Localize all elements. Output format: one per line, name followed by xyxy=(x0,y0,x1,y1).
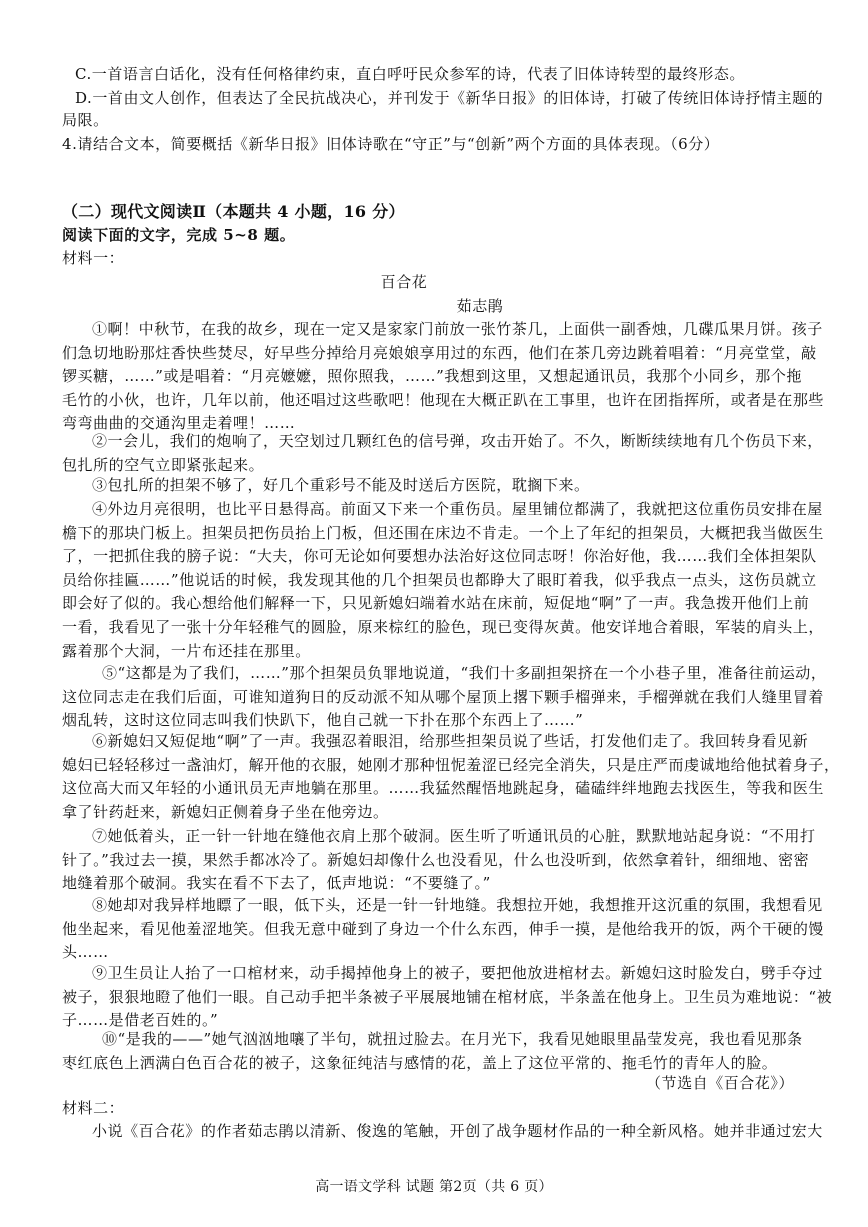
option-d-line2: 局限。 xyxy=(62,111,109,129)
paragraph-line: ③包扎所的担架不够了，好几个重彩号不能及时送后方医院，耽搁下来。 xyxy=(92,476,590,494)
material-2-label: 材料二： xyxy=(62,1099,125,1117)
paragraph-line: ①啊！中秋节，在我的故乡，现在一定又是家家门前放一张竹茶几，上面供一副香烛，几碟瓜果月饼。孩子 xyxy=(92,320,823,338)
source-note: （节选自《百合花》） xyxy=(646,1074,795,1092)
paragraph-line: 们急切地盼那炷香快些焚尽，好早些分掉给月亮娘娘享用过的东西，他们在茶几旁边跳着唱着：“月亮堂堂，敲 xyxy=(62,344,817,362)
paragraph-line: 锣买糖，……”或是唱着：“月亮嬷嬷，照你照我，……”我想到这里，又想起通讯员，我那个小同乡，那个拖 xyxy=(62,367,802,385)
section-title: （二）现代文阅读Ⅱ（本题共 4 小题，16 分） xyxy=(62,202,405,221)
paragraph-line: 露着那个大洞，一片布还挂在那里。 xyxy=(62,642,311,660)
paragraph-line: 被子，狠狠地瞪了他们一眼。自己动手把半条被子平展展地铺在棺材底，半条盖在他身上。卫生员为难地说：“被 xyxy=(62,988,833,1006)
paragraph-line: ④外边月亮很明，也比平日悬得高。前面又下来一个重伤员。屋里铺位都满了，我就把这位重伤员安排在屋 xyxy=(92,500,823,518)
story-author: 茹志鹃 xyxy=(456,297,504,315)
story-title: 百合花 xyxy=(380,273,428,291)
paragraph-line: 这位同志走在我们后面，可谁知道狗日的反动派不知从哪个屋顶上撂下颗手榴弹来，手榴弹就在我们人缝里冒着 xyxy=(62,688,824,706)
paragraph-line: 包扎所的空气立即紧张起来。 xyxy=(62,456,265,474)
paragraph-line: ⑨卫生员让人抬了一口棺材来，动手揭掉他身上的被子，要把他放进棺材去。新媳妇这时脸发白，劈手夺过 xyxy=(92,964,823,982)
paragraph-line: 弯弯曲曲的交通沟里走着哩！…… xyxy=(62,414,296,432)
question-4: 4.请结合文本，简要概括《新华日报》旧体诗歌在“守正”与“创新”两个方面的具体表现。（6分） xyxy=(62,135,720,153)
paragraph-line: 子……是借老百姓的。” xyxy=(62,1011,219,1029)
reading-instruction: 阅读下面的文字，完成 5~8 题。 xyxy=(62,226,296,244)
paragraph-line: 了，一把抓住我的膀子说：“大夫，你可无论如何要想办法治好这位同志呀！你治好他，我……我们全体担架队 xyxy=(62,547,817,565)
material-2-line: 小说《百合花》的作者茹志鹃以清新、俊逸的笔触，开创了战争题材作品的一种全新风格。她并非通过宏大 xyxy=(92,1122,823,1140)
paragraph-line: ⑩“是我的——”她气汹汹地嚷了半句，就扭过脸去。在月光下，我看见她眼里晶莹发亮，我也看见那条 xyxy=(102,1030,803,1048)
option-c: C.一首语言白话化，没有任何格律约束，直白呼吁民众参军的诗，代表了旧体诗转型的最终形态。 xyxy=(75,65,745,83)
paragraph-line: ⑧她却对我异样地瞟了一眼，低下头，还是一针一针地缝。我想拉开她，我想推开这沉重的氛围，我想看见 xyxy=(92,896,823,914)
paragraph-line: 拿了针药赶来，新媳妇正侧着身子坐在他旁边。 xyxy=(62,803,389,821)
paragraph-line: 即会好了似的。我心想给他们解释一下，只见新媳妇端着水站在床前，短促地“啊”了一声。我急拨开他们上前 xyxy=(62,594,810,612)
paragraph-line: 毛竹的小伙，也许，几年以前，他还唱过这些歌吧！他现在大概正趴在工事里，也许在团指挥所，或者是在那些 xyxy=(62,391,824,409)
paragraph-line: 这位高大而又年轻的小通讯员无声地躺在那里。……我猛然醒悟地跳起身，磕磕绊绊地跑去找医生，等我和医生 xyxy=(62,779,824,797)
paragraph-line: 檐下的那块门板上。担架员把伤员抬上门板，但还围在床边不肯走。一个上了年纪的担架员，大概把我当做医生 xyxy=(62,524,824,542)
paragraph-line: 一看，我看见了一张十分年轻稚气的圆脸，原来棕红的脸色，现已变得灰黄。他安详地合着眼，军装的肩头上， xyxy=(62,618,824,636)
paragraph-line: 地缝着那个破洞。我实在看不下去了，低声地说：“不要缝了。” xyxy=(62,874,491,892)
paragraph-line: ⑥新媳妇又短促地“啊”了一声。我强忍着眼泪，给那些担架员说了些话，打发他们走了。我回转身看见新 xyxy=(92,732,809,750)
paragraph-line: 他坐起来，看见他羞涩地笑。但我无意中碰到了身边一个什么东西，伸手一摸，是他给我开的饭，两个干硬的馒 xyxy=(62,920,824,938)
paragraph-line: 头…… xyxy=(62,943,109,961)
page-footer: 高一语文学科 试题 第2页（共 6 页） xyxy=(315,1179,553,1195)
paragraph-line: 员给你挂匾……”他说话的时候，我发现其他的几个担架员也都睁大了眼盯着我，似乎我点一点头，这伤员就立 xyxy=(62,571,817,589)
paragraph-line: 枣红底色上洒满白色百合花的被子，这象征纯洁与感情的花，盖上了这位平常的、拖毛竹的青年人的脸。 xyxy=(62,1054,778,1072)
option-d-line1: D.一首由文人创作，但表达了全民抗战决心，并刊发于《新华日报》的旧体诗，打破了传统旧体诗抒情主题的 xyxy=(75,89,824,107)
paragraph-line: 针了。”我过去一摸，果然手都冰冷了。新媳妇却像什么也没看见，什么也没听到，依然拿着针，细细地、密密 xyxy=(62,851,810,869)
material-1-label: 材料一： xyxy=(62,249,125,267)
paragraph-line: ⑦她低着头，正一针一针地在缝他衣肩上那个破洞。医生听了听通讯员的心脏，默默地站起身说：“不用打 xyxy=(92,827,816,845)
paragraph-line: ⑤“这都是为了我们，……”那个担架员负罪地说道，“我们十多副担架挤在一个小巷子里，准备往前运动， xyxy=(102,664,827,682)
paragraph-line: 媳妇已轻轻移过一盏油灯，解开他的衣服，她刚才那种忸怩羞涩已经完全消失，只是庄严而虔诚地给他拭着身子， xyxy=(62,756,840,774)
paragraph-line: ②一会儿，我们的炮响了，天空划过几颗红色的信号弹，攻击开始了。不久，断断续续地有几个伤员下来， xyxy=(92,432,823,450)
paragraph-line: 烟乱转，这时这位同志叫我们快趴下，他自己就一下扑在那个东西上了……” xyxy=(62,711,584,729)
